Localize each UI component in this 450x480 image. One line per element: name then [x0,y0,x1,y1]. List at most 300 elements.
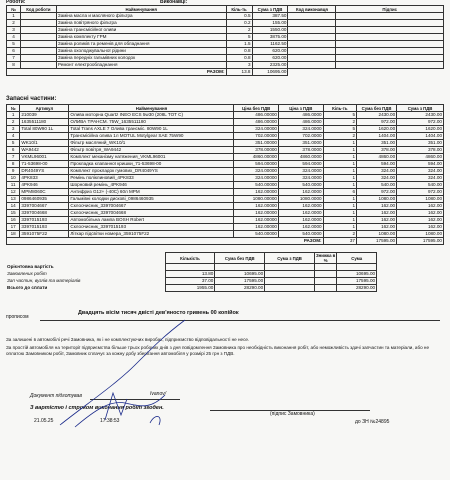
parts-cell-price: 351.00000 [234,140,279,147]
parts-cell-no: 14 [7,203,20,210]
works-cell-sum: 620.00 [252,48,288,55]
parts-cell-price-vat: 540.0000 [278,231,323,238]
parts-cell-sum: 162.00 [357,210,397,217]
summary-cell-pct [314,264,336,271]
parts-col-price: Ціна без ПДВ [234,105,279,112]
summary-col-sum: Сума без ПДВ [215,253,265,264]
parts-cell-sum: 540.00 [357,182,397,189]
works-cell-name: Заміна охолоджувальної рідини [56,48,226,55]
works-total-label: РАЗОМ: [7,69,227,76]
parts-row [7,210,444,217]
parts-body [7,112,444,238]
parts-cell-price: 540.00000 [234,182,279,189]
works-total-qty: 13.8 [226,69,252,76]
parts-header-row [7,105,444,112]
parts-cell-article: WK10/1 [20,140,69,147]
parts-cell-article: 0986460935 [20,196,69,203]
parts-cell-price-vat: 162.0000 [278,217,323,224]
parts-cell-sum: 4860.00 [357,154,397,161]
parts-cell-name: Комплект механізму натяжения_VKML96001 [69,154,234,161]
parts-total-sum: 17595.00 [357,238,397,245]
parts-cell-article: MPM8060C [20,189,69,196]
parts-row [7,196,444,203]
works-cell-performer [288,48,336,55]
parts-cell-sum: 1404.00 [357,133,397,140]
summary-cell-sum: 17595.00 [215,278,265,285]
summary-col-sum-vat: Сума з ПДВ [265,253,315,264]
works-col-name: Найменування [56,6,226,13]
parts-cell-sum-vat: 2430.00 [397,112,444,119]
parts-row [7,168,444,175]
parts-cell-qty: 1 [323,196,356,203]
works-cell-no: 3 [7,27,21,34]
summary-col-pct: Знижка в % [315,253,336,263]
parts-cell-price: 702.00000 [234,133,279,140]
works-row [7,41,444,48]
parts-row [7,133,444,140]
summary-row [6,264,444,271]
summary-discount-label: Знижка в [315,253,336,258]
parts-cell-price: 162.00000 [234,203,279,210]
parts-cell-price: 486.00000 [234,112,279,119]
summary-cell-sum-vat [265,278,315,285]
works-cell-qty: 0.2 [226,20,252,27]
parts-cell-price-vat: 162.0000 [278,210,323,217]
parts-cell-price: 4860.00000 [234,154,279,161]
works-cell-name: Заміна повітряного фільтра [56,20,226,27]
parts-cell-no: 2 [7,119,20,126]
works-row [7,27,444,34]
parts-cell-no: 8 [7,161,20,168]
disclaimer-2: За простій автомобіля на території підприємства більше трьох робочих днів з дня повідомлення Замовника про необхідність виконання робіт, або неможливість здачі запчастин та матеріали, або не оплатою Замовником робіт, Замовник сплачує за кожну добу зберігання автомобіля у розмірі 25 грн з ПДВ. [6,345,429,356]
works-cell-code [20,27,56,34]
works-cell-qty: 0.5 [226,13,252,20]
summary-cell-label: Всього до сплати [7,285,48,291]
summary-col-qty: Кількість [165,253,215,264]
works-cell-sign [336,41,444,48]
parts-row [7,147,444,154]
parts-cell-price: 1080.00000 [234,196,279,203]
parts-cell-sum-vat: 1404.00 [397,133,444,140]
parts-cell-sum: 2430.00 [357,112,397,119]
parts-cell-no: 5 [7,140,20,147]
parts-cell-no: 1 [7,112,20,119]
parts-cell-price-vat: 324.0000 [278,126,323,133]
summary-cell-pct [314,278,336,285]
summary-cell-amount [337,264,377,271]
parts-row [7,189,444,196]
parts-title: Запасні частини: [6,96,57,102]
parts-cell-sum: 1080.00 [357,196,397,203]
works-cell-qty: 3 [226,62,252,69]
parts-cell-name: Гальмівні колодки дискові_0986460935 [69,196,234,203]
works-cell-no: 6 [7,48,21,55]
parts-cell-price: 324.00000 [234,175,279,182]
doc-time: 17:38:53 [100,418,120,424]
doc-number: до ЗН №24895 [355,419,390,425]
parts-col-sum: Сума без ПДВ [357,105,397,112]
parts-row [7,126,444,133]
parts-cell-qty: 5 [323,126,356,133]
performers-title: Виконавці: [160,0,188,5]
works-col-sum: Сума з ПДВ [252,6,288,13]
parts-cell-sum-vat: 324.00 [397,175,444,182]
parts-cell-sum: 594.00 [357,161,397,168]
parts-cell-sum-vat: 351.00 [397,140,444,147]
parts-col-price-vat: Ціна з ПДВ [278,105,323,112]
parts-cell-sum-vat: 162.00 [397,217,444,224]
summary-cell-qty: 13.80 [165,271,215,278]
works-cell-performer [288,13,336,20]
works-cell-performer [288,62,336,69]
works-cell-no: 4 [7,34,21,41]
parts-cell-sum-vat: 378.00 [397,147,444,154]
summary-cell-amount: 17595.00 [337,278,377,285]
parts-cell-qty: 1 [323,161,356,168]
works-cell-performer [288,41,336,48]
parts-cell-no: 15 [7,210,20,217]
summary-cell-sum [215,264,265,271]
doc-prepared-label: Документ підготував [30,393,82,399]
parts-cell-no: 18 [7,231,20,238]
parts-cell-no: 12 [7,189,20,196]
works-cell-sign [336,20,444,27]
works-cell-no: 5 [7,41,21,48]
parts-cell-qty: 5 [323,112,356,119]
works-cell-qty: 0.8 [226,48,252,55]
summary-cell-amount: 28290.00 [337,285,377,292]
parts-cell-qty: 1 [323,217,356,224]
parts-cell-article: 1635511180 [20,119,69,126]
parts-cell-qty: 2 [323,119,356,126]
works-col-qty: Кіль-ть [226,6,252,13]
propysom-label: прописом [6,314,29,320]
works-row [7,34,444,41]
works-cell-no: 7 [7,55,21,62]
parts-cell-sum: 1620.00 [357,126,397,133]
parts-col-article: Артикул [20,105,69,112]
summary-cell-pct [314,271,336,278]
parts-cell-price: 162.00000 [234,189,279,196]
works-total-sum: 10695.00 [252,69,288,76]
parts-col-name: Найменування [69,105,234,112]
parts-cell-qty: 1 [323,182,356,189]
parts-cell-sum-vat: 162.00 [397,203,444,210]
works-cell-sign [336,27,444,34]
parts-cell-article: 210039 [20,112,69,119]
parts-total-label: РАЗОМ: [7,238,324,245]
parts-cell-price-vat: 486.0000 [278,112,323,119]
summary-cell-sum: 10695.00 [215,271,265,278]
works-cell-sign [336,55,444,62]
parts-cell-sum: 378.00 [357,147,397,154]
works-row [7,55,444,62]
parts-cell-sum: 162.00 [357,203,397,210]
parts-cell-no: 13 [7,196,20,203]
parts-cell-name: Прокладка клапанної кришки_71-53698-00 [69,161,234,168]
works-cell-name: Ремонт електрообладнання [56,62,226,69]
parts-cell-name: Фільтр повітря_WA9442 [69,147,234,154]
parts-cell-no: 7 [7,154,20,161]
amount-in-words: Двадцять вісім тисяч двісті дев'яносто гривень 00 копійок [78,310,239,316]
parts-cell-article: 3397004667 [20,203,69,210]
parts-row [7,231,444,238]
works-cell-name: Заміна передніх гальмівних колодок [56,55,226,62]
parts-cell-sum-vat: 162.00 [397,210,444,217]
parts-cell-qty: 1 [323,175,356,182]
works-cell-sign [336,34,444,41]
works-cell-name: Заміна трансмісійної оливи [56,27,226,34]
works-cell-sum: 620.00 [252,55,288,62]
summary-row [6,278,444,285]
parts-col-sum-vat: Сума з ПДВ [397,105,444,112]
parts-cell-sum-vat: 594.00 [397,161,444,168]
summary-cell-qty [165,264,215,271]
parts-cell-name: Шорновий ремінь_4PK946 [69,182,234,189]
summary-header-row [6,253,444,264]
works-cell-sum: 3875.00 [252,34,288,41]
summary-cell-amount: 10695.00 [337,271,377,278]
summary-cell-qty: 37.00 [165,278,215,285]
parts-cell-article: 3397015193 [20,224,69,231]
works-title: Роботи: [6,0,26,5]
parts-cell-price-vat: 162.0000 [278,203,323,210]
parts-cell-no: 4 [7,133,20,140]
works-col-sign: Підпис [336,6,444,13]
parts-cell-article: 3397004668 [20,210,69,217]
works-col-performer: Код виконавця [288,6,336,13]
works-cell-sign [336,48,444,55]
parts-cell-name: Ремінь поліклиновий_4PK833 [69,175,234,182]
preparer-name: Іvanov/ [150,391,167,397]
parts-cell-price: 540.00000 [234,231,279,238]
works-cell-no: 2 [7,20,21,27]
parts-cell-sum-vat: 972.00 [397,189,444,196]
parts-cell-qty: 1 [323,154,356,161]
parts-cell-article: WA9442 [20,147,69,154]
parts-cell-price: 486.00000 [234,119,279,126]
parts-cell-sum: 972.00 [357,119,397,126]
parts-cell-sum: 324.00 [357,175,397,182]
parts-row [7,154,444,161]
works-cell-sum: 155.00 [252,20,288,27]
parts-cell-no: 9 [7,168,20,175]
summary-col-amount: Сума [337,253,377,264]
parts-cell-name: Склоочисник_3397015193 [69,224,234,231]
parts-cell-qty: 6 [323,189,356,196]
parts-cell-price: 378.00000 [234,147,279,154]
parts-row [7,182,444,189]
parts-cell-qty: 1 [323,224,356,231]
parts-cell-sum-vat: 1080.00 [397,196,444,203]
parts-col-qty: Кіль-ть [323,105,356,112]
parts-cell-price-vat: 351.0000 [278,140,323,147]
summary-cell-label: Зап частин, вузлів та матеріалів [7,278,81,284]
parts-cell-price-vat: 162.0000 [278,189,323,196]
parts-cell-sum-vat: 1080.00 [397,231,444,238]
parts-cell-article: 4PK833 [20,175,69,182]
parts-cell-article: 71-53698-00 [20,161,69,168]
parts-cell-qty: 1 [323,140,356,147]
summary-cell-sum: 28290.00 [215,285,265,292]
summary-body [6,264,444,292]
works-cell-sign [336,13,444,20]
parts-cell-name: Літкар підсвітки номера_3591075F22 [69,231,234,238]
parts-cell-article: 3397015193 [20,217,69,224]
parts-cell-name: Склоочисник_3397004668 [69,210,234,217]
parts-cell-sum: 351.00 [357,140,397,147]
works-cell-code [20,41,56,48]
parts-row [7,119,444,126]
works-row [7,62,444,69]
parts-row [7,224,444,231]
works-cell-name: Заміна комплекту ГРМ [56,34,226,41]
summary-cell-qty: 1955.00 [165,285,215,292]
parts-cell-no: 3 [7,126,20,133]
parts-table [6,104,444,245]
summary-table [6,252,444,292]
parts-cell-article: VKML96001 [20,154,69,161]
parts-cell-sum: 162.00 [357,217,397,224]
parts-cell-price: 162.00000 [234,210,279,217]
works-col-code: Код роботи [20,6,56,13]
parts-cell-price-vat: 594.0000 [278,161,323,168]
works-cell-code [20,34,56,41]
works-cell-no: 1 [7,13,21,20]
parts-cell-sum: 972.00 [357,189,397,196]
works-cell-sum: 1550.00 [252,27,288,34]
parts-cell-sum-vat: 1620.00 [397,126,444,133]
parts-cell-sum-vat: 324.00 [397,168,444,175]
parts-cell-price-vat: 378.0000 [278,147,323,154]
disclaimer-1: За залишені в автомобілі речі Замовника, як і не комплектуючих виробах, підприємство відповідальності не несе. [6,337,250,342]
parts-cell-qty: 1 [323,203,356,210]
works-cell-sum: 1162.50 [252,41,288,48]
parts-row [7,175,444,182]
works-cell-code [20,62,56,69]
parts-cell-name: Олива моторна Quartz INEO ECS 5w30 (208L TOT C) [69,112,234,119]
parts-cell-price-vat: 540.0000 [278,182,323,189]
parts-cell-price: 162.00000 [234,217,279,224]
works-cell-qty: 5 [226,34,252,41]
works-cell-performer [288,27,336,34]
works-cell-name: Заміна масла и масляного фільтра [56,13,226,20]
parts-cell-qty: 1 [323,147,356,154]
parts-cell-sum: 324.00 [357,168,397,175]
parts-cell-sum: 1080.00 [357,231,397,238]
parts-cell-name: Total Trans AXLE 7 Олива трансміс. 80W90 1L [69,126,234,133]
parts-row [7,140,444,147]
parts-cell-price: 324.00000 [234,168,279,175]
doc-date: 21.05.25 [34,418,54,424]
parts-cell-no: 16 [7,217,20,224]
parts-cell-article [20,133,69,140]
summary-row [6,271,444,278]
works-cell-sign [336,62,444,69]
works-table [6,5,444,76]
parts-cell-price-vat: 4860.0000 [278,154,323,161]
parts-cell-sum: 162.00 [357,224,397,231]
parts-cell-price-vat: 162.0000 [278,224,323,231]
works-cell-code [20,55,56,62]
parts-cell-name: Автомобільна лампа BOSH Robert [69,217,234,224]
parts-cell-price: 324.00000 [234,126,279,133]
parts-row [7,112,444,119]
parts-cell-name: Антифриз G12+ (-40C) 60л MPM [69,189,234,196]
summary-cell-label: Замовлених робіт [7,271,47,277]
client-sign-caption: (підпис Замовника) [270,411,315,417]
works-cell-qty: 1.5 [226,41,252,48]
parts-cell-qty: 1 [323,168,356,175]
parts-total-qty: 37 [323,238,356,245]
parts-cell-article: DR4049YS [20,168,69,175]
parts-row [7,161,444,168]
parts-cell-price-vat: 324.0000 [278,175,323,182]
parts-cell-sum-vat: 540.00 [397,182,444,189]
parts-cell-price-vat: 486.0000 [278,119,323,126]
parts-cell-price: 162.00000 [234,224,279,231]
parts-cell-no: 17 [7,224,20,231]
works-row [7,20,444,27]
agreement-line: З вартістю і строком виконання робіт згоден. [30,405,164,411]
works-cell-code [20,48,56,55]
parts-cell-price: 594.00000 [234,161,279,168]
works-total-row [7,69,444,76]
works-cell-performer [288,34,336,41]
parts-cell-qty: 2 [323,231,356,238]
parts-cell-no: 10 [7,175,20,182]
works-col-no: № [7,6,21,13]
handwritten-signature [55,315,215,435]
works-header-row [7,6,444,13]
parts-cell-price-vat: 702.0000 [278,133,323,140]
works-cell-code [20,13,56,20]
parts-cell-price-vat: 1080.0000 [278,196,323,203]
parts-cell-name: Склоочисник_3397004667 [69,203,234,210]
works-body [7,13,444,69]
works-cell-sum: 387.50 [252,13,288,20]
works-cell-no: 8 [7,62,21,69]
works-cell-performer [288,20,336,27]
parts-cell-price-vat: 324.0000 [278,168,323,175]
summary-cell-sum-vat [265,264,315,271]
parts-cell-no: 6 [7,147,20,154]
parts-col-no: № [7,105,20,112]
summary-cell-sum-vat [265,271,315,278]
parts-cell-name: ОЛИВА ТРАНСМ. 75W_1635511180 [69,119,234,126]
parts-cell-sum-vat: 972.00 [397,119,444,126]
parts-total-row [7,238,444,245]
parts-cell-name: Фільтр масляний_WK10/1 [69,140,234,147]
parts-cell-name: Комплект прокладок гумових_DR4049YS [69,168,234,175]
works-row [7,13,444,20]
parts-row [7,217,444,224]
parts-cell-qty: 1 [323,210,356,217]
works-row [7,48,444,55]
works-cell-performer [288,55,336,62]
summary-cell-sum-vat [265,285,315,292]
parts-cell-qty: 2 [323,133,356,140]
summary-cell-label: Орієнтовна вартість [7,264,54,270]
parts-cell-name: Трансмісійна олива 1л MOTUL Motylgear SAE 75W90 [69,133,234,140]
summary-row [6,285,444,292]
works-cell-name: Заміна роликів та ременів для обладнання [56,41,226,48]
parts-row [7,203,444,210]
parts-cell-article: Total 80W90 1L [20,126,69,133]
parts-total-sum-vat: 17595.00 [397,238,444,245]
parts-cell-article: 4PK946 [20,182,69,189]
works-cell-qty: 2 [226,27,252,34]
